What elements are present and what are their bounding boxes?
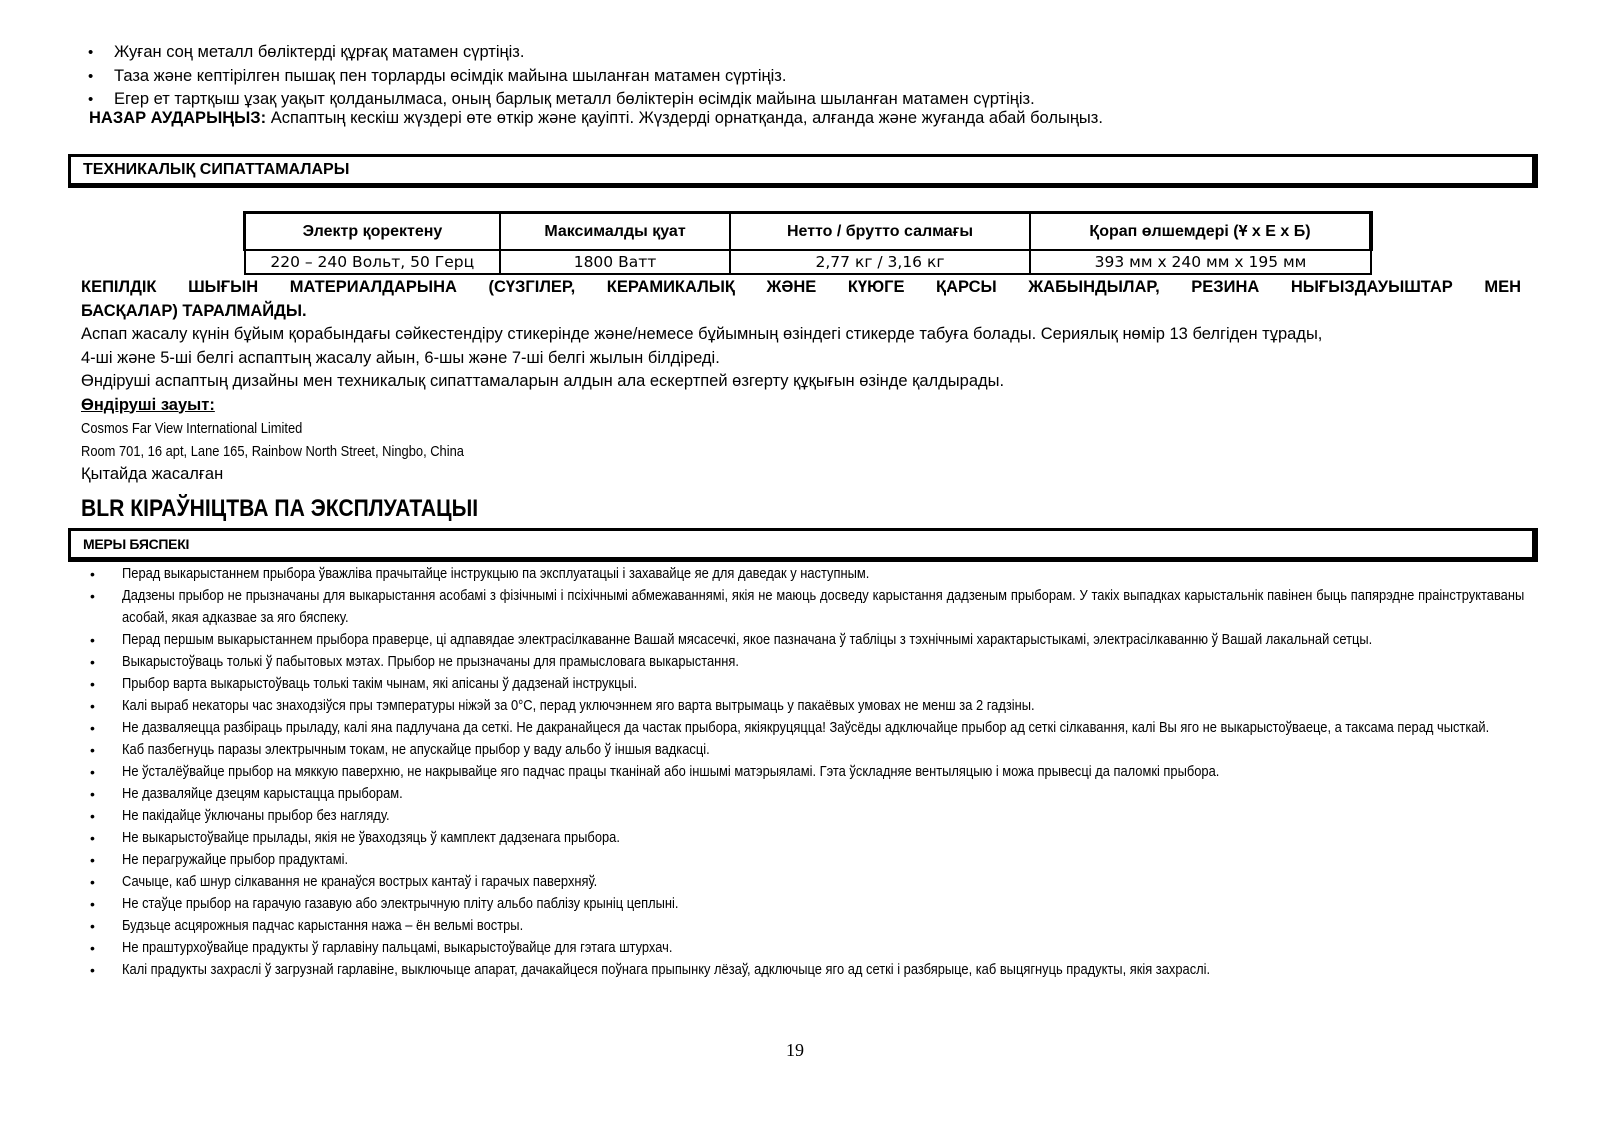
table-cell: 393 мм х 240 мм х 195 мм [1030, 250, 1371, 274]
list-item: • Сачыце, каб шнур сілкавання не кранаўся вострых кантаў і гарачых паверхняў. [84, 871, 1524, 893]
serial-info: Аспап жасалу күнін бұйым қорабындағы сәйкестендіру стикерінде және/немесе бұйымның өзіндегі стикерде табуға болады. Сериялық нөмір 13 белгіден тұрады, [81, 325, 1323, 343]
table-cell: 2,77 кг / 3,16 кг [730, 250, 1030, 274]
care-bullet-list [84, 41, 1524, 112]
list-item: • Не дазваляецца разбіраць прыладу, калі яна падлучана да сеткі. Не дакранайцеся да частак прыбора, якіякруцяцца! Заўсёды адключайце прыбор ад сеткі сілкавання, калі Вы яго не выкарыстоўваеце, а таксама перад чысткай. [84, 717, 1524, 739]
list-item: • Не перагружайце прыбор прадуктамі. [84, 849, 1524, 871]
list-item: • Калі выраб некаторы час знаходзіўся пры тэмпературы ніжэй за 0°С, перад уключэннем яго варта вытрымаць у пакаёвых умовах не менш за 2 гадзіны. [84, 695, 1524, 717]
guarantee-bold-line: КЕПІЛДІК ШЫҒЫН МАТЕРИАЛДАРЫНА (СҮЗГІЛЕР, КЕРАМИКАЛЫҚ ЖӘНЕ КҮЮГЕ ҚАРСЫ ЖАБЫНДЫЛАР, РЕЗИНА НЫҒЫЗДАУЫШТАР МЕН [81, 278, 1521, 296]
list-item: • Не пакідайце ўключаны прыбор без нагляду. [84, 805, 1524, 827]
list-item: • Не праштурхоўвайце прадукты ў гарлавіну пальцамі, выкарыстоўвайце для гэтага штурхач. [84, 937, 1524, 959]
list-item: • Будзьце асцярожныя падчас карыстання нажа – ён вельмі востры. [84, 915, 1524, 937]
list-item: • Перад першым выкарыстаннем прыбора праверце, ці адпавядае электрасілкаванне Вашай мясасечкі, якое пазначана ў табліцы з тэхнічнымі характарыстыкамі, электрасілкаванню ў Вашай лакальнай сетцы. [84, 629, 1524, 651]
list-item: • Таза және кептірілген пышақ пен торларды өсімдік майына шыланған матамен сүртіңіз. [84, 65, 1524, 89]
safety-bullet-list [84, 563, 1524, 981]
list-item: • Дадзены прыбор не прызначаны для выкарыстання асобамі з фізічнымі і псіхічнымі абмежаваннямі, якія не маюць досведу карыстання дадзеным прыборам. У такіх выпадках карыстальнік павінен быць папярэдне праінструктаваны асобай, якая адказвае за яго бяспеку. [84, 585, 1524, 629]
spec-table [243, 211, 1373, 275]
list-item: • Выкарыстоўваць толькі ў пабытовых мэтах. Прыбор не прызначаны для прамысловага выкарыстання. [84, 651, 1524, 673]
list-item: • Не стаўце прыбор на гарачую газавую або электрычную пліту альбо паблізу крыніц цеплыні. [84, 893, 1524, 915]
safety-section-header [68, 528, 1538, 562]
safety-section-title: МЕРЫ БЯСПЕКІ [83, 536, 190, 552]
list-item: • Каб пазбегнуць паразы электрычным токам, не апускайце прыбор у ваду альбо ў іншыя вадкасці. [84, 739, 1524, 761]
list-item: • Не ўсталёўвайце прыбор на мяккую паверхню, не накрывайце яго падчас працы тканінай або іншымі матэрыяламі. Гэта ўскладняе вентыляцыю і можа прывесці да паломкі прыбора. [84, 761, 1524, 783]
attention-note [89, 109, 1103, 128]
list-item: • Егер ет тартқыш ұзақ уақыт қолданылмаса, оның барлық металл бөліктерін өсімдік майына шыланған матамен сүртіңіз. [84, 88, 1524, 112]
tech-section-header [68, 154, 1538, 188]
tech-section-title: ТЕХНИКАЛЫҚ СИПАТТАМАЛАРЫ [83, 161, 350, 178]
guarantee-bold-line: БАСҚАЛАР) ТАРАЛМАЙДЫ. [81, 301, 307, 320]
attention-label: НАЗАР АУДАРЫҢЫЗ: [89, 109, 267, 127]
manufacturer-label: Өндіруші зауыт: [81, 395, 215, 414]
column-header: Максималды қуат [500, 213, 730, 251]
column-header: Электр қоректену [245, 213, 501, 251]
made-in: Қытайда жасалған [81, 465, 224, 483]
serial-info: 4-ші және 5-ші белгі аспаптың жасалу айын, 6-шы және 7-ші белгі жылын білдіреді. [81, 348, 720, 367]
list-item: • Калі прадукты захраслі ў загрузнай гарлавіне, выключыце апарат, дачакайцеся поўнага прыпынку лёзаў, адключыце яго ад сеткі і разбярыце, каб выцягнуць прадукты, якія захраслі. [84, 959, 1524, 981]
guarantee-block [81, 276, 1521, 487]
rights-note: Өндіруші аспаптың дизайны мен техникалық сипаттамаларын алдын ала ескертпей өзгерту құқығын өзінде қалдырады. [81, 372, 1005, 390]
list-item: • Перад выкарыстаннем прыбора ўважліва прачытайце інструкцыю па эксплуатацыі і захавайце яе для даведак у наступным. [84, 563, 1524, 585]
page-number: 19 [786, 1040, 804, 1060]
list-item: • Не дазваляйце дзецям карыстацца прыборам. [84, 783, 1524, 805]
list-item: • Жуған соң металл бөліктерді құрғақ матамен сүртіңіз. [84, 41, 1524, 65]
column-header: Нетто / брутто салмағы [730, 213, 1030, 251]
table-cell: 220 – 240 Вольт, 50 Герц [245, 250, 501, 274]
attention-text: Аспаптың кескіш жүздері өте өткір және қауіпті. Жүздерді орнатқанда, алғанда және жуғанда абай болыңыз. [266, 109, 1103, 127]
table-header-row [245, 213, 1372, 251]
list-item: • Не выкарыстоўвайце прылады, якія не ўваходзяць ў камплект дадзенага прыбора. [84, 827, 1524, 849]
table-row [245, 250, 1372, 274]
list-item: • Прыбор варта выкарыстоўваць толькі такім чынам, які апісаны ў дадзенай інструкцыі. [84, 673, 1524, 695]
table-cell: 1800 Ватт [500, 250, 730, 274]
manufacturer-address: Room 701, 16 apt, Lane 165, Rainbow North Street, Ningbo, China [81, 443, 464, 460]
blr-title: BLR КІРАЎНІЦТВА ПА ЭКСПЛУАТАЦЫІ [81, 495, 479, 522]
manufacturer-name: Cosmos Far View International Limited [81, 420, 303, 437]
column-header: Қорап өлшемдері (Ұ х Е х Б) [1030, 213, 1371, 251]
